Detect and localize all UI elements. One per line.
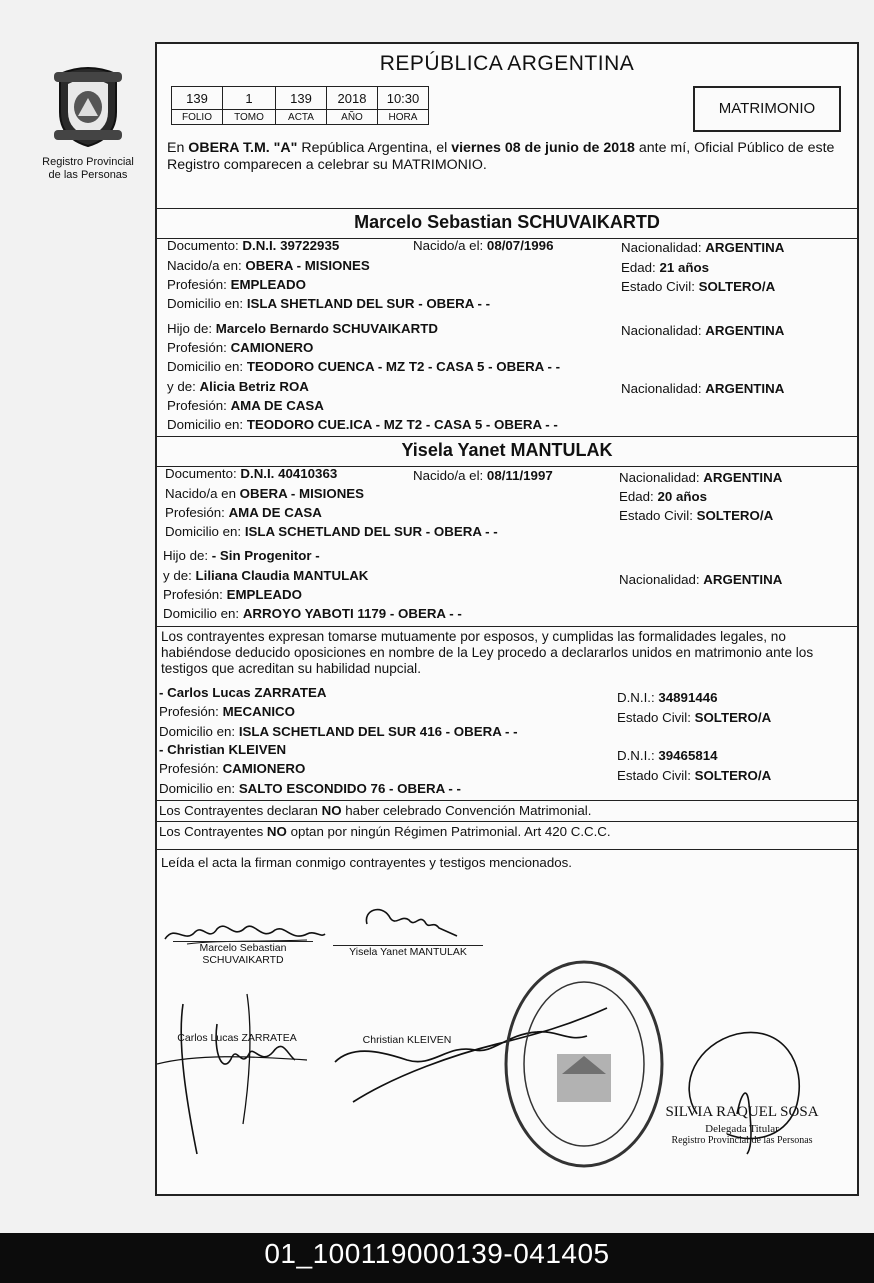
groom-birth-date: Nacido/a el: 08/07/1996 [413, 238, 554, 253]
intro-paragraph: En OBERA T.M. "A" República Argentina, el viernes 08 de junio de 2018 ante mí, Oficial Público de este Registro comparecen a celebrar su MATRIMONIO. [167, 140, 835, 173]
hora-value: 10:30 [378, 87, 429, 110]
bride-father: Hijo de: - Sin Progenitor - [163, 548, 320, 563]
bride-mother-address: Domicilio en: ARROYO YABOTI 1179 - OBERA - - [163, 606, 462, 621]
groom-age: Edad: 21 años [621, 260, 709, 275]
bride-age: Edad: 20 años [619, 489, 707, 504]
bride-mother-nationality: Nacionalidad: ARGENTINA [619, 572, 783, 587]
groom-mother-address: Domicilio en: TEODORO CUE.ICA - MZ T2 - CASA 5 - OBERA - - [167, 417, 558, 432]
witness2-dni: D.N.I.: 39465814 [617, 748, 718, 763]
logo-caption-line2: de las Personas [48, 169, 128, 181]
witness1-address: Domicilio en: ISLA SCHETLAND DEL SUR 416 - OBERA - - [159, 724, 518, 739]
acta-value: 139 [276, 87, 327, 110]
folio-label: FOLIO [172, 110, 223, 125]
groom-father: Hijo de: Marcelo Bernardo SCHUVAIKARTD [167, 321, 438, 336]
hora-label: HORA [378, 110, 429, 125]
witness1-dni: D.N.I.: 34891446 [617, 690, 718, 705]
bride-name: Yisela Yanet MANTULAK [401, 440, 613, 460]
bride-address: Domicilio en: ISLA SCHETLAND DEL SUR - OBERA - - [165, 524, 498, 539]
groom-document: Documento: D.N.I. 39722935 [167, 238, 340, 253]
bride-mother: y de: Liliana Claudia MANTULAK [163, 568, 369, 583]
intro-date: viernes 08 de junio de 2018 [451, 140, 635, 156]
official-registry: Registro Provincial de las Personas [671, 1135, 813, 1146]
registry-codes-table [171, 86, 429, 125]
document-footer-code: 01_100119000139-041405 [0, 1233, 874, 1283]
bride-signature-label: Yisela Yanet MANTULAK [333, 945, 483, 958]
witness1-name: - Carlos Lucas ZARRATEA [159, 685, 327, 700]
bride-profession: Profesión: AMA DE CASA [165, 505, 322, 520]
witness2-signature-label: Christian KLEIVEN [362, 1034, 452, 1046]
regime-statement: Los Contrayentes NO optan por ningún Régimen Patrimonial. Art 420 C.C.C. [159, 824, 611, 839]
groom-address: Domicilio en: ISLA SHETLAND DEL SUR - OBERA - - [167, 296, 491, 311]
bride-document: Documento: D.N.I. 40410363 [165, 466, 338, 481]
groom-profession: Profesión: EMPLEADO [167, 277, 306, 292]
convention-statement: Los Contrayentes declaran NO haber celebrado Convención Matrimonial. [159, 803, 592, 818]
groom-mother-nationality: Nacionalidad: ARGENTINA [621, 381, 785, 396]
groom-father-profession: Profesión: CAMIONERO [167, 340, 314, 355]
registry-logo [40, 60, 136, 182]
witness1-profession: Profesión: MECANICO [159, 704, 295, 719]
bride-mother-profession: Profesión: EMPLEADO [163, 587, 302, 602]
bride-birth-date: Nacido/a el: 08/11/1997 [413, 468, 553, 483]
acta-label: ACTA [276, 110, 327, 125]
official-name: SILVIA RAQUEL SOSA [665, 1104, 819, 1120]
groom-civil-status: Estado Civil: SOLTERO/A [621, 279, 776, 294]
province-seal-icon [48, 60, 128, 150]
bride-civil-status: Estado Civil: SOLTERO/A [619, 508, 774, 523]
official-block [647, 1104, 837, 1146]
groom-father-nationality: Nacionalidad: ARGENTINA [621, 323, 785, 338]
act-type-box: MATRIMONIO [693, 86, 841, 132]
bride-nationality: Nacionalidad: ARGENTINA [619, 470, 783, 485]
groom-birthplace: Nacido/a en: OBERA - MISIONES [167, 258, 370, 273]
declaration-paragraph: Los contrayentes expresan tomarse mutuamente por esposos, y cumplidas las formalidades legales, no habiéndose deducido oposiciones en nombre de la Ley procedo a declararlos unidos en matrimonio ante los testigos que acreditan su habilidad nupcial. [161, 629, 814, 676]
groom-mother: y de: Alicia Betriz ROA [167, 379, 309, 394]
witness1-civil-status: Estado Civil: SOLTERO/A [617, 710, 772, 725]
tomo-label: TOMO [223, 110, 276, 125]
official-role: Delegada Titular [705, 1123, 779, 1135]
witness2-name: - Christian KLEIVEN [159, 742, 287, 757]
bride-birthplace: Nacido/a en OBERA - MISIONES [165, 486, 365, 501]
witness1-signature-label: Carlos Lucas ZARRATEA [177, 1032, 297, 1044]
groom-name: Marcelo Sebastian SCHUVAIKARTD [354, 212, 660, 232]
groom-father-address: Domicilio en: TEODORO CUENCA - MZ T2 - CASA 5 - OBERA - - [167, 359, 561, 374]
certificate-frame [155, 42, 859, 1196]
groom-mother-profession: Profesión: AMA DE CASA [167, 398, 324, 413]
groom-nationality: Nacionalidad: ARGENTINA [621, 240, 785, 255]
tomo-value: 1 [223, 87, 276, 110]
groom-signature-label: Marcelo Sebastian SCHUVAIKARTD [173, 941, 313, 966]
logo-caption-line1: Registro Provincial [42, 156, 134, 168]
witness2-profession: Profesión: CAMIONERO [159, 761, 306, 776]
document-title: REPÚBLICA ARGENTINA [379, 52, 635, 75]
anio-value: 2018 [327, 87, 378, 110]
anio-label: AÑO [327, 110, 378, 125]
witness2-civil-status: Estado Civil: SOLTERO/A [617, 768, 772, 783]
witness2-address: Domicilio en: SALTO ESCONDIDO 76 - OBERA - - [159, 781, 461, 796]
intro-place: OBERA T.M. "A" [188, 140, 298, 156]
reading-statement: Leída el acta la firman conmigo contrayentes y testigos mencionados. [161, 855, 572, 870]
folio-value: 139 [172, 87, 223, 110]
